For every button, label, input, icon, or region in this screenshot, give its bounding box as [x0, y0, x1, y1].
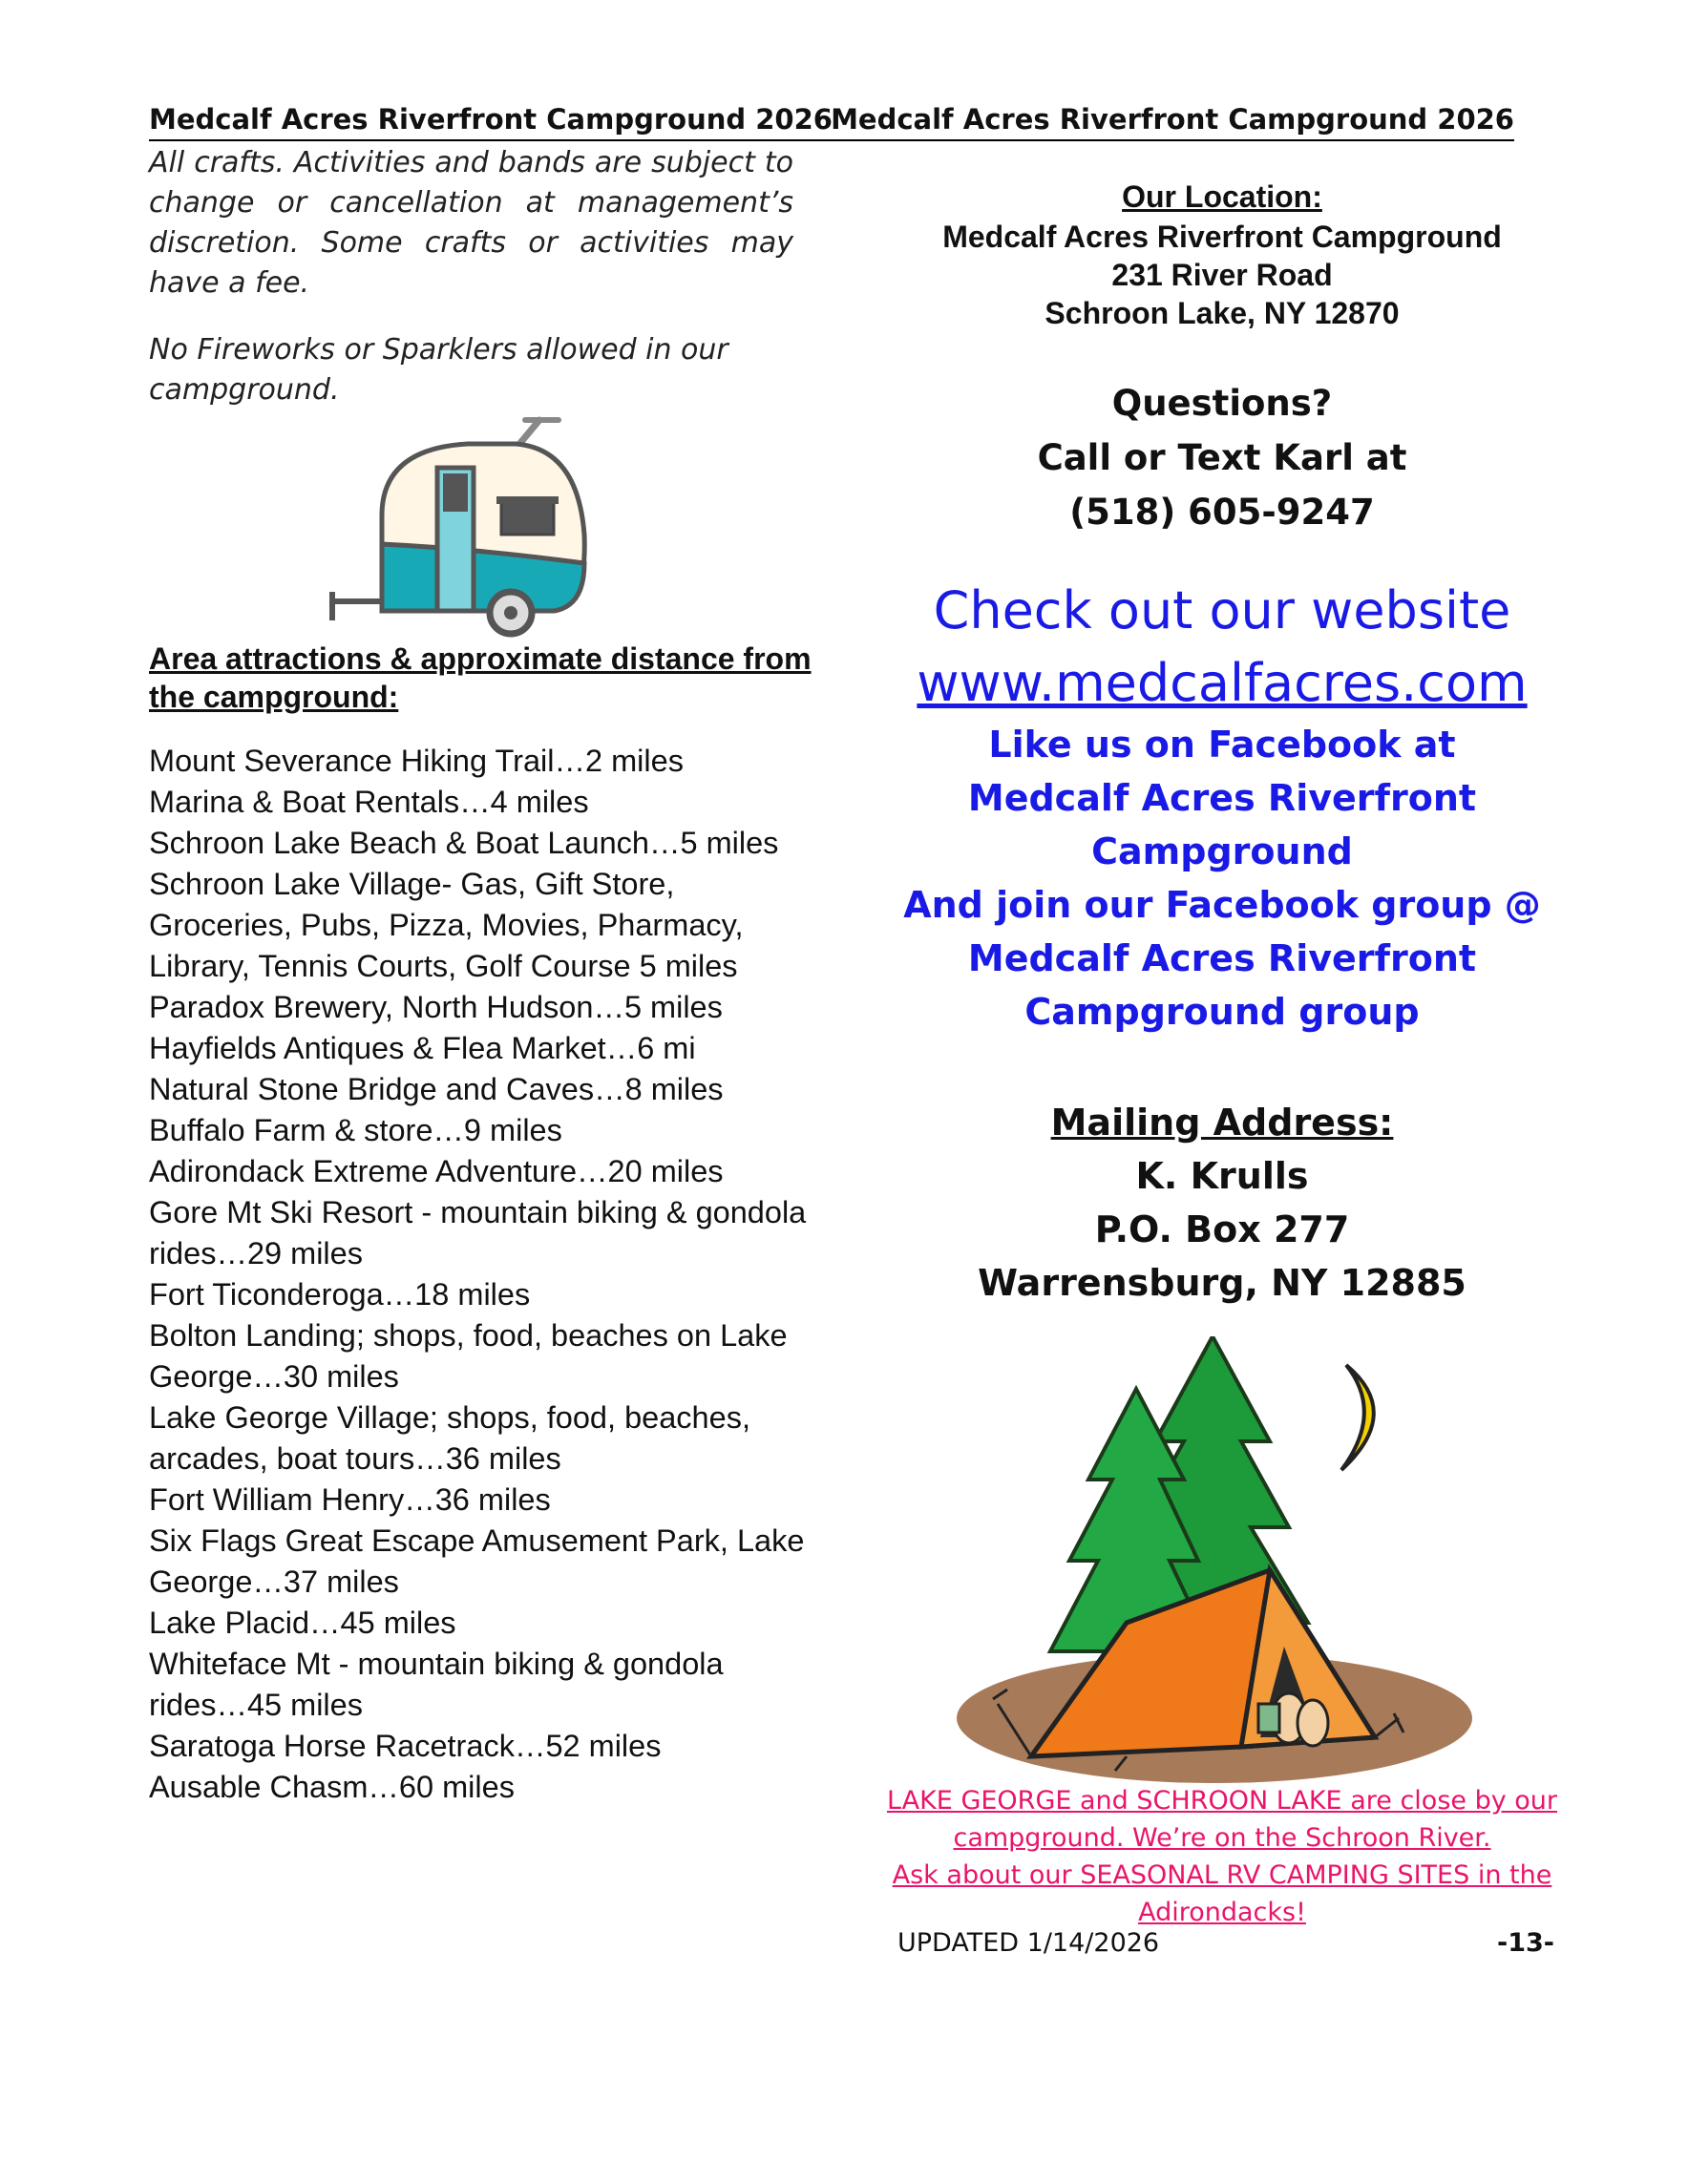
- facebook-group-line: And join our Facebook group @: [903, 884, 1541, 926]
- questions-heading: Questions?: [1111, 383, 1333, 424]
- location-name: Medcalf Acres Riverfront Campground: [942, 220, 1502, 254]
- list-item: Mount Severance Hiking Trail…2 miles: [149, 744, 684, 778]
- list-item: Whiteface Mt - mountain biking & gondola rides…45 miles: [149, 1647, 724, 1722]
- list-item: Gore Mt Ski Resort - mountain biking & gondola rides…29 miles: [149, 1195, 807, 1270]
- fireworks-notice: No Fireworks or Sparklers allowed in our campground.: [149, 333, 728, 407]
- header-title-right: Medcalf Acres Riverfront Campground 2026: [831, 103, 1514, 136]
- questions-block: [878, 376, 1566, 539]
- website-link[interactable]: www.medcalfacres.com: [917, 653, 1528, 713]
- list-item: Marina & Boat Rentals…4 miles: [149, 785, 589, 819]
- mailing-name: K. Krulls: [1135, 1155, 1309, 1197]
- facebook-group-name-cont: Campground group: [1024, 991, 1420, 1033]
- list-item: Bolton Landing; shops, food, beaches on Lake George…30 miles: [149, 1318, 788, 1394]
- website-heading: Check out our website: [933, 580, 1511, 640]
- list-item: Hayfields Antiques & Flea Market…6 mi: [149, 1031, 696, 1065]
- website-block: [878, 573, 1566, 1039]
- mailing-box: P.O. Box 277: [1094, 1208, 1350, 1250]
- page-number: -13-: [1497, 1928, 1554, 1958]
- list-item: Fort William Henry…36 miles: [149, 1482, 551, 1517]
- mailing-block: [878, 1096, 1566, 1310]
- list-item: Ausable Chasm…60 miles: [149, 1770, 515, 1804]
- location-city: Schroon Lake, NY 12870: [1044, 296, 1400, 330]
- facebook-line: Like us on Facebook at: [988, 724, 1456, 766]
- phone-number[interactable]: (518) 605-9247: [1069, 492, 1375, 533]
- tent-camping-illustration: [955, 1336, 1475, 1785]
- list-item: Six Flags Great Escape Amusement Park, Lake George…37 miles: [149, 1523, 805, 1599]
- list-item: Natural Stone Bridge and Caves…8 miles: [149, 1072, 724, 1106]
- activities-notice: All crafts. Activities and bands are subject to change or cancellation at management’s discretion. Some crafts or activities may have a fee.: [149, 146, 793, 300]
- location-street: 231 River Road: [1111, 258, 1333, 292]
- attractions-heading: Area attractions & approximate distance from the campground:: [149, 641, 812, 714]
- list-item: Saratoga Horse Racetrack…52 miles: [149, 1729, 662, 1763]
- facebook-page-name-cont: Campground: [1091, 830, 1353, 872]
- promo-line: Adirondacks!: [1138, 1898, 1306, 1927]
- updated-date: UPDATED 1/14/2026: [897, 1928, 1160, 1958]
- list-item: Lake George Village; shops, food, beaches, arcades, boat tours…36 miles: [149, 1400, 750, 1476]
- mailing-heading: Mailing Address:: [1050, 1102, 1394, 1144]
- facebook-group-name: Medcalf Acres Riverfront: [967, 937, 1477, 979]
- call-text-line: Call or Text Karl at: [1037, 437, 1407, 478]
- list-item: Lake Placid…45 miles: [149, 1606, 456, 1640]
- promo-line: LAKE GEORGE and SCHROON LAKE are close by our: [886, 1786, 1558, 1816]
- list-item: Fort Ticonderoga…18 miles: [149, 1277, 531, 1312]
- promo-line: Ask about our SEASONAL RV CAMPING SITES in the: [892, 1860, 1552, 1890]
- list-item: Adirondack Extreme Adventure…20 miles: [149, 1154, 724, 1188]
- page-header: [149, 99, 1514, 141]
- list-item: Schroon Lake Beach & Boat Launch…5 miles: [149, 826, 779, 860]
- mailing-city: Warrensburg, NY 12885: [978, 1262, 1466, 1304]
- promo-line: campground. We’re on the Schroon River.: [953, 1823, 1491, 1853]
- left-column: [149, 143, 793, 410]
- location-heading: Our Location:: [1122, 179, 1322, 214]
- location-address: [878, 218, 1566, 332]
- promo-text: [878, 1782, 1566, 1931]
- facebook-page-name: Medcalf Acres Riverfront: [967, 777, 1477, 819]
- camper-trailer-illustration: [325, 410, 611, 640]
- attractions-list: [149, 741, 808, 1808]
- header-title-left: Medcalf Acres Riverfront Campground 2026: [149, 103, 833, 136]
- list-item: Buffalo Farm & store…9 miles: [149, 1113, 562, 1147]
- list-item: Schroon Lake Village- Gas, Gift Store, Groceries, Pubs, Pizza, Movies, Pharmacy, Library, Tennis Courts, Golf Course 5 miles: [149, 867, 744, 983]
- list-item: Paradox Brewery, North Hudson…5 miles: [149, 990, 723, 1024]
